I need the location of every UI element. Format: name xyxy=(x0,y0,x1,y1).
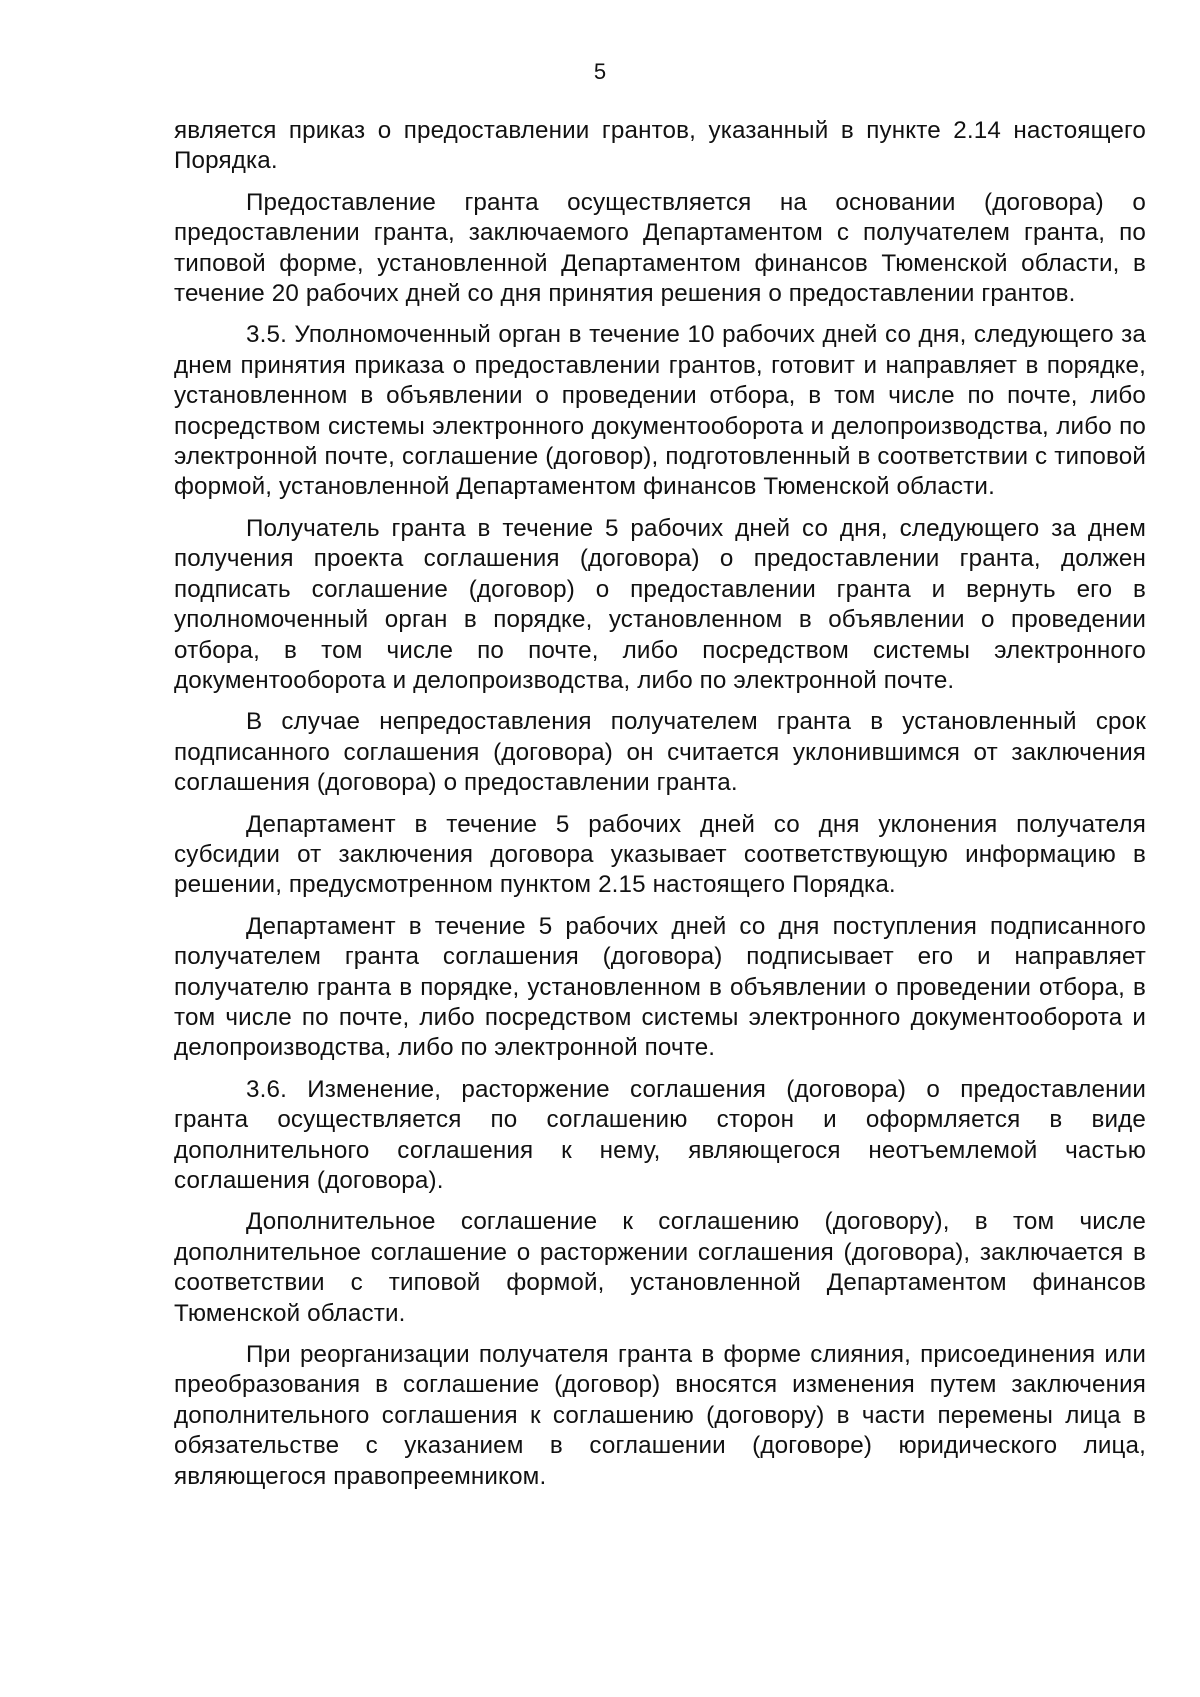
page-number: 5 xyxy=(593,59,607,84)
paragraph-continuation: является приказ о предоставлении грантов, указанный в пункте 2.14 настоящего Порядка. xyxy=(174,117,1146,175)
paragraph-department-signing: Департамент в течение 5 рабочих дней со дня поступления подписанного получателем гранта соглашения (договора) подписывает его и направляет получателю гранта в порядке, установленном в объявлении о проведении отбора, в том числе по почте, либо посредством системы электронного документооборота и делопроизводства, либо по электронной почте. xyxy=(174,912,1146,1062)
paragraph-grant-agreement-basis: Предоставление гранта осуществляется на основании (договора) о предоставлении гранта, заключаемого Департаментом с получателем гранта, по типовой форме, установленной Департаментом финансов Тюменской области, в течение 20 рабочих дней со дня принятия решения о предоставлении грантов. xyxy=(174,188,1146,308)
document-body xyxy=(174,116,1146,1503)
paragraph-evasion-case: В случае непредоставления получателем гранта в установленный срок подписанного соглашения (договора) он считается уклонившимся от заключения соглашения (договора) о предоставлении гранта. xyxy=(174,708,1146,797)
paragraph-recipient-signing: Получатель гранта в течение 5 рабочих дней со дня, следующего за днем получения проекта соглашения (договора) о предоставлении гранта, должен подписать соглашение (договор) о предоставлении гранта и вернуть его в уполномоченный орган в порядке, установленном в объявлении о проведении отбора, в том числе по почте, либо посредством системы электронного документооборота и делопроизводства, либо по электронной почте. xyxy=(174,514,1146,694)
paragraph-3-6: 3.6. Изменение, расторжение соглашения (договора) о предоставлении гранта осуществляется по соглашению сторон и оформляется в виде дополнительного соглашения к нему, являющегося неотъемлемой частью соглашения (договора). xyxy=(174,1075,1146,1194)
paragraph-reorganization: При реорганизации получателя гранта в форме слияния, присоединения или преобразования в соглашение (договор) вносятся изменения путем заключения дополнительного соглашения к соглашению (договору) в части перемены лица в обязательстве с указанием в соглашении (договоре) юридического лица, являющегося правопреемником. xyxy=(174,1341,1146,1490)
paragraph-additional-agreement: Дополнительное соглашение к соглашению (договору), в том числе дополнительное соглашение о расторжении соглашения (договора), заключается в соответствии с типовой формой, установленной Департаментом финансов Тюменской области. xyxy=(174,1208,1146,1327)
paragraph-department-evasion-info: Департамент в течение 5 рабочих дней со дня уклонения получателя субсидии от заключения договора указывает соответствующую информацию в решении, предусмотренном пунктом 2.15 настоящего Порядка. xyxy=(174,810,1146,899)
paragraph-3-5: 3.5. Уполномоченный орган в течение 10 рабочих дней со дня, следующего за днем принятия приказа о предоставлении грантов, готовит и направляет в порядке, установленном в объявлении о проведении отбора, в том числе по почте, либо посредством системы электронного документооборота и делопроизводства, либо по электронной почте, соглашение (договор), подготовленный в соответствии с типовой формой, установленной Департаментом финансов Тюменской области. xyxy=(174,321,1146,501)
